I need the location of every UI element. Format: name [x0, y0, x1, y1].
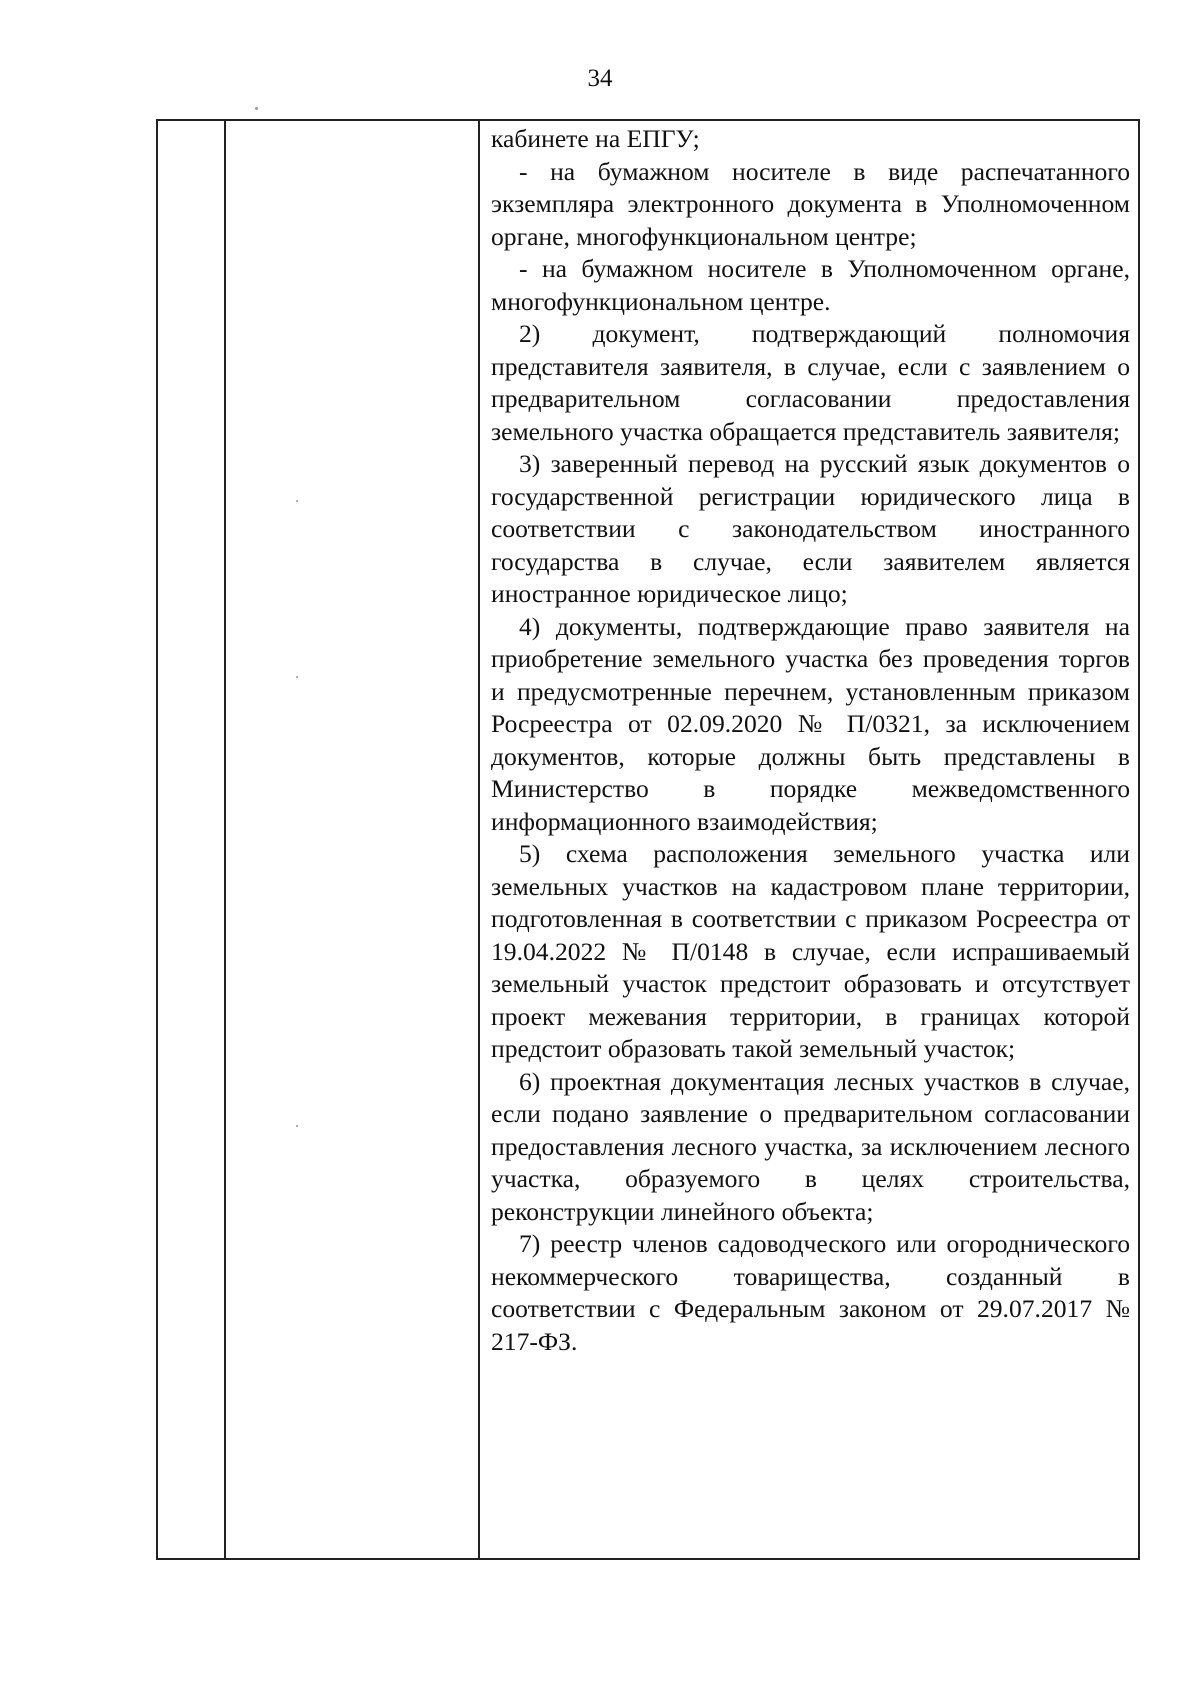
scan-speck	[296, 1125, 298, 1127]
scan-speck	[255, 107, 258, 110]
document-table	[156, 119, 1140, 1560]
scan-speck	[296, 676, 298, 678]
paragraph-item-5: 5) схема расположения земельного участка или земельных участков на кадастровом плане территории, подготовленная в соответствии с приказом Росреестра от 19.04.2022 № П/0148 в случае, если испрашиваемый земельный участок предстоит образовать и отсутствует проект межевания территории, в границах которой предстоит образовать такой земельный участок;	[491, 839, 1130, 1063]
paragraph-paper-carrier: - на бумажном носителе в Уполномоченном органе, многофункциональном центре.	[491, 254, 1130, 316]
page-number: 34	[587, 65, 613, 92]
paragraph-item-7: 7) реестр членов садоводческого или огороднического некоммерческого товарищества, созданный в соответствии с Федеральным законом от 29.07.2017 № 217-ФЗ.	[491, 1229, 1130, 1356]
paragraph-item-2: 2) документ, подтверждающий полномочия представителя заявителя, в случае, если с заявлением о предварительном согласовании предоставления земельного участка обращается представитель заявителя;	[491, 319, 1130, 446]
table-column-number	[158, 121, 226, 1558]
paragraph-item-3: 3) заверенный перевод на русский язык документов о государственной регистрации юридического лица в соответствии с законодательством иностранного государства в случае, если заявителем является иностранное юридическое лицо;	[491, 449, 1130, 608]
scan-speck	[296, 500, 298, 502]
table-column-name	[226, 121, 480, 1558]
paragraph-cabinet-epgu: кабинете на ЕПГУ;	[491, 124, 700, 153]
paragraph-item-6: 6) проектная документация лесных участков в случае, если подано заявление о предварительном согласовании предоставления лесного участка, за исключением лесного участка, образуемого в целях строительства, реконструкции линейного объекта;	[491, 1066, 1130, 1226]
table-column-content	[480, 121, 1138, 1558]
paragraph-item-4: 4) документы, подтверждающие право заявителя на приобретение земельного участка без проведения торгов и предусмотренные перечнем, установленным приказом Росреестра от 02.09.2020 № П/0321, за исключением документов, которые должны быть представлены в Министерство в порядке межведомственного информационного взаимодействия;	[491, 611, 1130, 836]
paragraph-paper-printed-copy: - на бумажном носителе в виде распечатанного экземпляра электронного документа в Уполномоченном органе, многофункциональном центре;	[491, 156, 1130, 251]
